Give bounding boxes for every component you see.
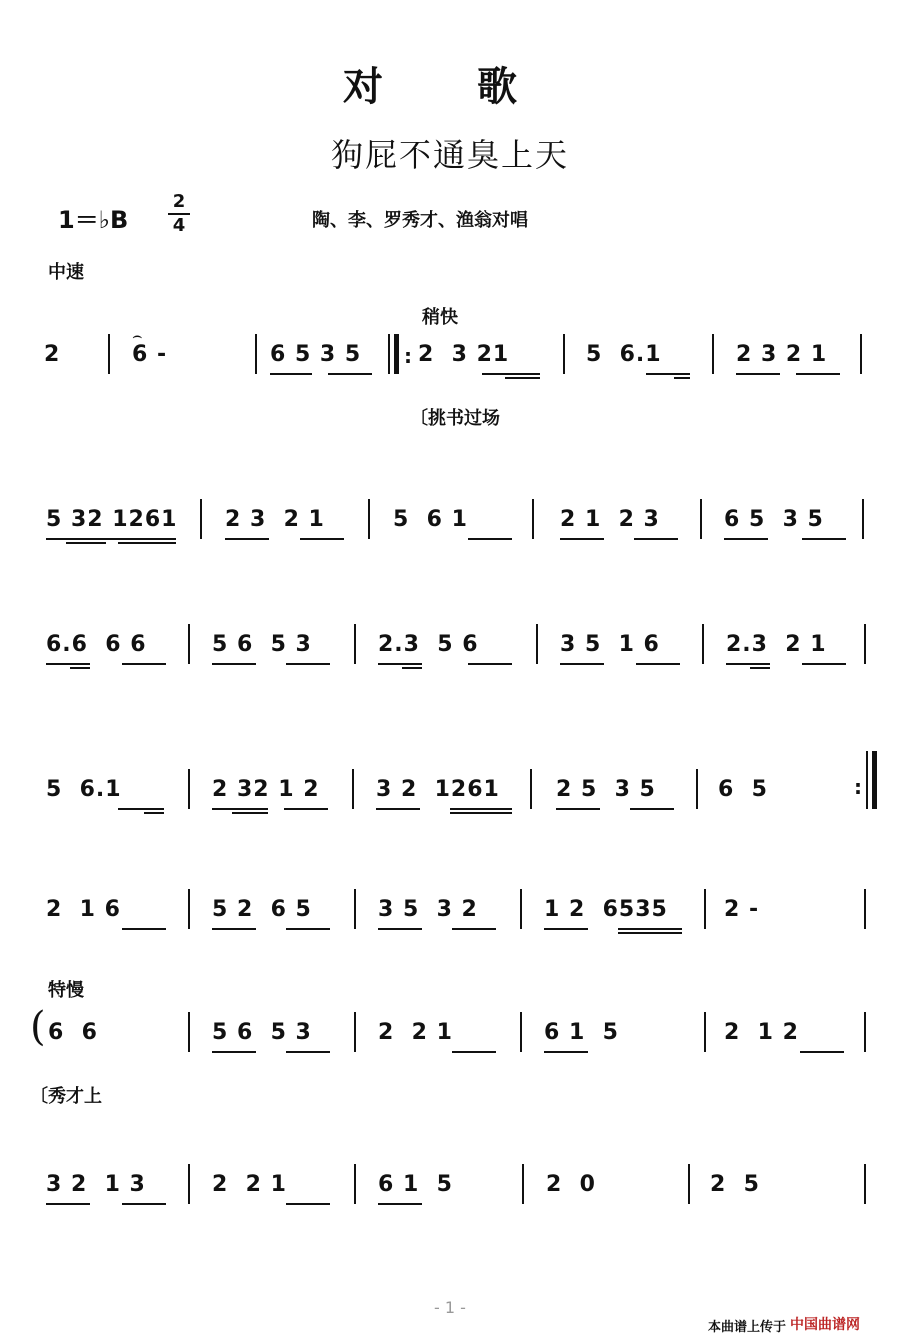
staff-line-5 bbox=[0, 885, 900, 985]
performers-line: 陶、李、罗秀才、渔翁对唱 bbox=[312, 210, 528, 231]
measure: 3 2 1 3 bbox=[46, 1172, 146, 1197]
measure: 2 2 1 bbox=[378, 1020, 453, 1045]
measure: 2 0 bbox=[546, 1172, 596, 1197]
time-signature-top: 2 bbox=[172, 191, 186, 212]
tempo-very-slow: 特慢 bbox=[48, 980, 84, 1001]
measure: 2 1 6 bbox=[46, 897, 121, 922]
measure: 2 1 2 bbox=[724, 1020, 799, 1045]
page-number: - 1 - bbox=[434, 1298, 466, 1317]
measure: 2 bbox=[44, 342, 61, 367]
time-signature bbox=[168, 192, 190, 236]
measure: 3 2 1261 bbox=[376, 777, 500, 802]
time-signature-bottom: 4 bbox=[172, 215, 186, 236]
measure: 2.3 5 6 bbox=[378, 632, 479, 657]
repeat-dots-icon: : bbox=[404, 344, 412, 368]
measure: 3 5 3 2 bbox=[378, 897, 478, 922]
staff-line-7 bbox=[0, 1160, 900, 1260]
measure: 5 6.1 bbox=[46, 777, 122, 802]
measure: 5 32 1261 bbox=[46, 507, 178, 532]
bracket-icon: ( bbox=[30, 1004, 46, 1050]
measure: 2 32 1 2 bbox=[212, 777, 320, 802]
upload-note: 本曲谱上传于 bbox=[708, 1320, 787, 1335]
measure: 2 5 bbox=[710, 1172, 760, 1197]
stage-direction-scholar-enters: 〔秀才上 bbox=[30, 1086, 102, 1107]
staff-line-3 bbox=[0, 620, 900, 720]
measure: 6 5 3 5 bbox=[270, 342, 362, 367]
measure: 5 6 5 3 bbox=[212, 632, 312, 657]
fermata-icon: ⌢ bbox=[132, 326, 143, 345]
measure: 6 5 bbox=[718, 777, 768, 802]
song-subtitle: 狗屁不通臭上天 bbox=[330, 136, 569, 174]
tempo-opening: 中速 bbox=[48, 262, 84, 283]
measure: 1 2 6535 bbox=[544, 897, 668, 922]
measure: 2 3 2 1 bbox=[225, 507, 325, 532]
measure: 2 - bbox=[724, 897, 760, 922]
measure: 6 1 5 bbox=[544, 1020, 619, 1045]
key-signature: 1＝♭B bbox=[58, 206, 129, 234]
measure: 5 2 6 5 bbox=[212, 897, 312, 922]
staff-line-6 bbox=[0, 1004, 900, 1108]
measure: 2.3 2 1 bbox=[726, 632, 827, 657]
staff-line-4 bbox=[0, 765, 900, 865]
measure: 5 6 1 bbox=[393, 507, 468, 532]
measure: 6.6 6 6 bbox=[46, 632, 147, 657]
song-title: 对 歌 bbox=[343, 64, 557, 110]
site-logo[interactable]: 中国曲谱网 bbox=[790, 1317, 860, 1333]
measure: 2 1 2 3 bbox=[560, 507, 660, 532]
measure: 2 2 1 bbox=[212, 1172, 287, 1197]
measure: 5 6 5 3 bbox=[212, 1020, 312, 1045]
repeat-dots-icon: : bbox=[854, 775, 862, 799]
measure: 5 6.1 bbox=[586, 342, 662, 367]
staff-line-2 bbox=[0, 495, 900, 595]
measure: 2 5 3 5 bbox=[556, 777, 656, 802]
measure: 3 5 1 6 bbox=[560, 632, 660, 657]
measure: 6 5 3 5 bbox=[724, 507, 824, 532]
measure: 6 1 5 bbox=[378, 1172, 453, 1197]
measure: 6 6 bbox=[48, 1020, 98, 1045]
measure: 2 3 2 1 bbox=[736, 342, 828, 367]
measure: 6 - bbox=[132, 342, 168, 367]
tempo-faster: 稍快 bbox=[422, 307, 458, 328]
measure: 2 3 21 bbox=[418, 342, 510, 367]
stage-direction-book-carry: 〔挑书过场 bbox=[410, 408, 500, 429]
